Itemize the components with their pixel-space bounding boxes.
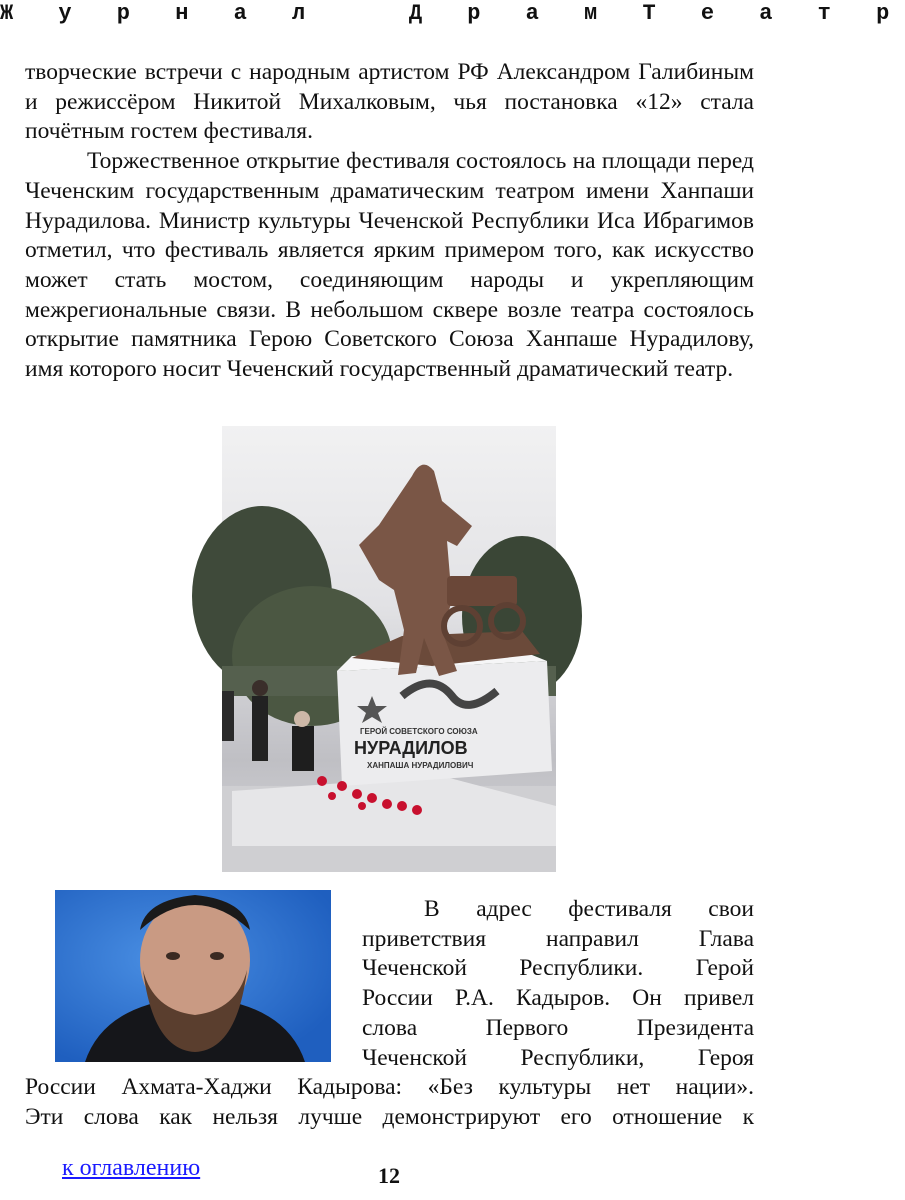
text-line: приветствия направил Глава (362, 925, 754, 952)
monument-photo (222, 426, 556, 872)
article-text (25, 58, 754, 385)
paragraph-1: творческие встречи с народным артистом РФ Александром Галибиным и режиссёром Никитой Михалковым, чья постановка «12» стала почётным гостем фестиваля. (25, 59, 754, 145)
person-photographer (252, 696, 268, 761)
text-line: Эти слова как нельзя лучше демонстрируют его отношение к (25, 1103, 754, 1130)
portrait-photo (55, 890, 331, 1062)
text-line: В адрес фестиваля свои (424, 896, 754, 922)
text-line: России Р.А. Кадыров. Он привел (362, 985, 754, 1012)
paragraph-2: Торжественное открытие фестиваля состоялось на площади перед Чеченским государственным драматическим театром имени Ханпаши Нурадилова. Министр культуры Чеченской Республики Иса Ибрагимов отметил, что фестиваль является ярким примером того, как искусство может стать мостом, соединяющим народы и укрепляющим межрегиональные связи. В небольшом сквере возле театра состоялось открытие памятника Герою Советского Союза Ханпаше Нурадилову, имя которого носит Чеченский государственный драматический театр. (25, 148, 754, 383)
page-number: 12 (378, 1163, 400, 1188)
text-line: Чеченской Республики. Герой (362, 955, 754, 982)
table-of-contents-link[interactable]: к оглавлению (62, 1155, 201, 1181)
text-line: слова Первого Президента (362, 1014, 754, 1041)
plaque-subtitle: ХАНПАША НУРАДИЛОВИЧ (367, 761, 474, 770)
paragraph-3-continued (25, 1073, 754, 1132)
paragraph-3-wrapped (362, 895, 754, 1073)
plaque-title: ГЕРОЙ СОВЕТСКОГО СОЮЗА (360, 727, 478, 736)
text-line: России Ахмата-Хаджи Кадырова: «Без культуры нет нации». (25, 1074, 754, 1100)
person-kneeling (292, 726, 314, 771)
plaque-name: НУРАДИЛОВ (354, 738, 468, 758)
text-line: Чеченской Республики, Героя (362, 1044, 754, 1071)
journal-header: Ж у р н а л Д р а м Т е а т р (0, 1, 905, 26)
